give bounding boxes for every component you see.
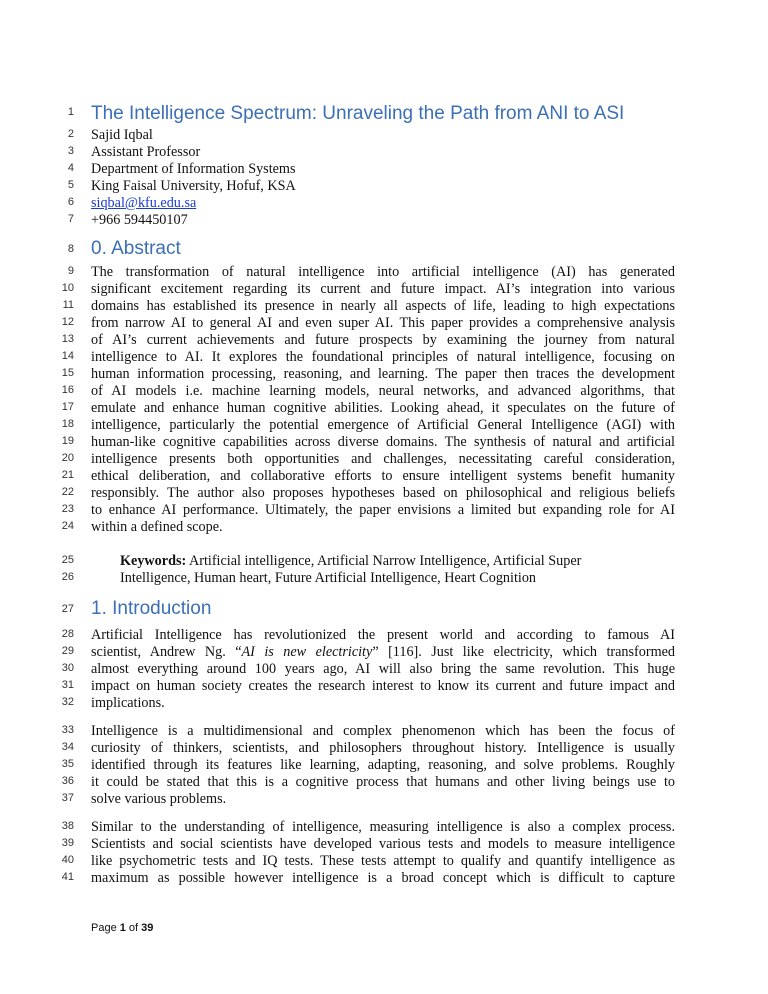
- abstract-line: from narrow AI to general AI and even super AI. This paper provides a comprehensive analysis: [91, 315, 675, 331]
- intro-line: it could be stated that this is a cognitive process that humans and other living beings use to: [91, 774, 675, 790]
- intro-line: scientist, Andrew Ng. “AI is new electricity” [116]. Just like electricity, which transformed: [91, 644, 675, 660]
- line-number: 21: [61, 469, 74, 481]
- line-number: 15: [61, 367, 74, 379]
- paper-title: The Intelligence Spectrum: Unraveling the Path from ANI to ASI: [91, 103, 625, 124]
- abstract-line: intelligence to AI. It explores the foundational principles of natural intelligence, focusing on: [91, 349, 675, 365]
- abstract-line: responsibly. The author also proposes hypotheses based on philosophical and religious beliefs: [91, 485, 675, 501]
- line-number: 17: [61, 401, 74, 413]
- abstract-line: of AI models i.e. machine learning models, neural networks, and advanced algorithms, that: [91, 383, 675, 399]
- current-page-number: 1: [119, 922, 126, 934]
- line-number: 31: [61, 679, 74, 691]
- line-number: 35: [61, 758, 74, 770]
- line-number: 8: [67, 243, 74, 255]
- line-number: 38: [61, 820, 74, 832]
- author-name: Sajid Iqbal: [91, 127, 153, 143]
- keywords-text-continued: Intelligence, Human heart, Future Artificial Intelligence, Heart Cognition: [120, 570, 537, 586]
- line-number: 23: [61, 503, 74, 515]
- intro-line: impact on human society creates the research interest to know its current and future impact and: [91, 678, 675, 694]
- intro-line: Similar to the understanding of intelligence, measuring intelligence is also a complex process.: [91, 819, 675, 835]
- line-number: 12: [61, 316, 74, 328]
- line-number: 19: [61, 435, 74, 447]
- keywords-label: Keywords:: [120, 553, 187, 569]
- abstract-line: of AI’s current achievements and future prospects by examining the journey from natural: [91, 332, 675, 348]
- intro-line: Scientists and social scientists have developed various tests and models to measure intelligence: [91, 836, 675, 852]
- line-number: 11: [62, 299, 74, 311]
- intro-line: curiosity of thinkers, scientists, and philosophers throughout history. Intelligence is usually: [91, 740, 675, 756]
- line-number: 22: [61, 486, 74, 498]
- line-number: 7: [67, 213, 74, 225]
- abstract-line: emulate and enhance human cognitive abilities. Looking ahead, it speculates on the future of: [91, 400, 675, 416]
- line-number: 5: [67, 179, 74, 191]
- line-number: 27: [61, 603, 74, 615]
- abstract-line: ethical deliberation, and collaborative efforts to ensure intelligent systems benefit humanity: [91, 468, 675, 484]
- line-number: 20: [61, 452, 74, 464]
- page-footer: Page 1 of 39: [91, 922, 154, 934]
- author-department: Department of Information Systems: [91, 161, 296, 177]
- line-number: 32: [61, 696, 74, 708]
- abstract-line: The transformation of natural intelligence into artificial intelligence (AI) has generated: [91, 264, 675, 280]
- line-number: 40: [61, 854, 74, 866]
- line-number: 39: [61, 837, 74, 849]
- keywords-line: [120, 553, 581, 570]
- intro-line: maximum as possible however intelligence is a broad concept which is difficult to capture: [91, 870, 675, 886]
- line-number: 33: [61, 724, 74, 736]
- intro-line: solve various problems.: [91, 791, 227, 807]
- author-affiliation: King Faisal University, Hofuf, KSA: [91, 178, 296, 194]
- line-number: 4: [67, 162, 74, 174]
- abstract-line: human information processing, reasoning, and learning. The paper then traces the development: [91, 366, 675, 382]
- intro-line: Artificial Intelligence has revolutionized the present world and according to famous AI: [91, 627, 675, 643]
- line-number: 24: [61, 520, 74, 532]
- line-number: 26: [61, 571, 74, 583]
- intro-line: identified through its features like learning, adapting, reasoning, and solve problems. Roughly: [91, 757, 675, 773]
- line-number: 1: [67, 106, 74, 118]
- introduction-heading: 1. Introduction: [91, 598, 212, 619]
- total-pages: 39: [141, 922, 154, 934]
- abstract-line: significant excitement regarding its current and future impact. AI’s integration into various: [91, 281, 675, 297]
- author-position: Assistant Professor: [91, 144, 201, 160]
- line-number: 9: [67, 265, 74, 277]
- abstract-line: intelligence presents both opportunities and challenges, necessitating careful consideration,: [91, 451, 675, 467]
- line-number: 37: [61, 792, 74, 804]
- line-number: 6: [67, 196, 74, 208]
- line-number: 18: [61, 418, 74, 430]
- line-number: 2: [67, 128, 74, 140]
- intro-line: like psychometric tests and IQ tests. These tests attempt to qualify and quantify intelligence as: [91, 853, 675, 869]
- line-number: 16: [61, 384, 74, 396]
- abstract-heading: 0. Abstract: [91, 238, 181, 259]
- line-number: 34: [61, 741, 74, 753]
- author-email-link[interactable]: siqbal@kfu.edu.sa: [91, 195, 197, 211]
- abstract-line: to enhance AI performance. Ultimately, the paper envisions a limited but expanding role for AI: [91, 502, 675, 518]
- abstract-line: human-like cognitive capabilities across diverse domains. The synthesis of natural and artificial: [91, 434, 675, 450]
- line-number: 10: [61, 282, 74, 294]
- intro-line: Intelligence is a multidimensional and complex phenomenon which has been the focus of: [91, 723, 675, 739]
- intro-line: almost everything around 100 years ago, AI will also bring the same revolution. This huge: [91, 661, 675, 677]
- line-number: 30: [61, 662, 74, 674]
- abstract-line: within a defined scope.: [91, 519, 223, 535]
- line-number: 25: [61, 554, 74, 566]
- line-number: 14: [61, 350, 74, 362]
- line-number: 13: [61, 333, 74, 345]
- line-number: 36: [61, 775, 74, 787]
- author-email-line: [91, 195, 675, 212]
- line-number: 29: [61, 645, 74, 657]
- line-number: 41: [61, 871, 74, 883]
- author-phone: +966 594450107: [91, 212, 188, 228]
- line-number: 3: [67, 145, 74, 157]
- abstract-line: domains has established its presence in nearly all aspects of life, leading to high expectations: [91, 298, 675, 314]
- quote-emphasis: AI is new electricity: [241, 644, 373, 660]
- abstract-line: intelligence, particularly the potential emergence of Artificial General Intelligence (AGI) with: [91, 417, 675, 433]
- keywords-text: Artificial intelligence, Artificial Narrow Intelligence, Artificial Super: [188, 553, 582, 569]
- line-number: 28: [61, 628, 74, 640]
- intro-line: implications.: [91, 695, 165, 711]
